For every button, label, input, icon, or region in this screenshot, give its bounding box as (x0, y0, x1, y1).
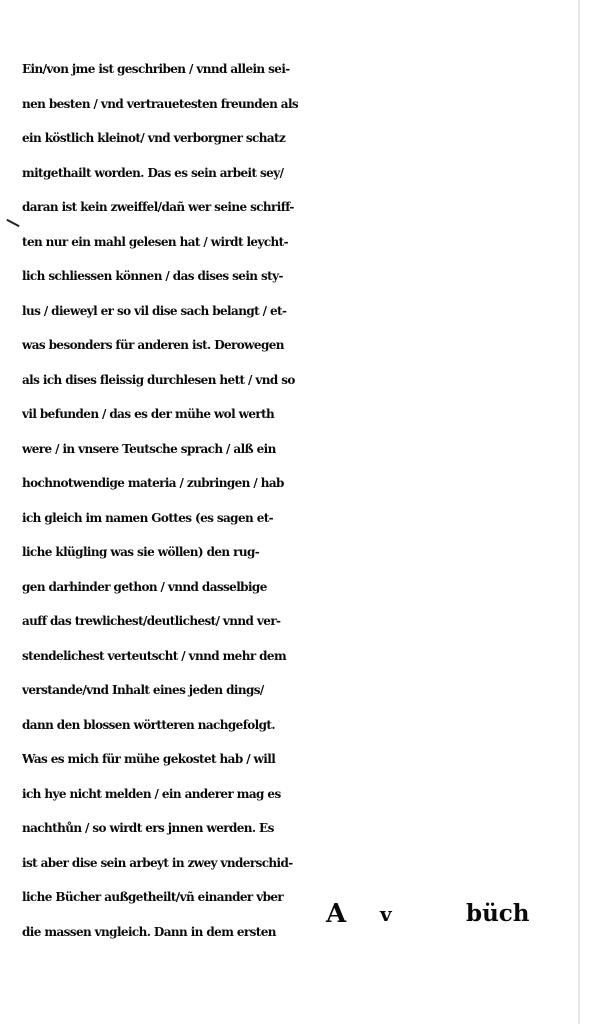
text-line: lus / dieweyl er so vil dise sach belangt / et- (22, 303, 287, 318)
body-text (22, 52, 532, 949)
text-line: liche Bücher außgetheilt/vñ einander vber (22, 890, 284, 904)
text-line: nen besten / vnd vertrauetesten freunden als (22, 96, 299, 111)
catchword: büch (466, 900, 530, 927)
text-line: mitgethailt worden. Das es sein arbeit sey/ (22, 165, 284, 180)
text-line: was besonders für anderen ist. Derowegen (22, 338, 284, 352)
text-line: dann den blossen wörtteren nachgefolgt. (22, 717, 275, 732)
signature-mark-letter: A (326, 899, 347, 929)
text-line: auff das trewlichest/deutlichest/ vnnd ver- (22, 614, 281, 628)
page-edge-shadow (578, 0, 580, 1024)
text-line: lich schliessen können / das dises sein sty- (22, 269, 283, 283)
text-line: die massen vngleich. Dann in dem ersten (22, 924, 276, 939)
text-line: ich hye nicht melden / ein anderer mag es (22, 786, 281, 801)
text-line: were / in vnsere Teutsche sprach / alß ein (22, 441, 276, 456)
text-line: als ich dises fleissig durchlesen hett / vnd so (22, 372, 295, 387)
text-line: Ein/von jme ist geschriben / vnnd allein sei- (22, 62, 290, 76)
margin-mark (6, 219, 19, 227)
text-line: ist aber dise sein arbeyt in zwey vnderschid- (22, 855, 293, 870)
text-line: gen darhinder gethon / vnnd dasselbige (22, 579, 267, 594)
text-line: ein köstlich kleinot/ vnd verborgner schatz (22, 131, 286, 145)
text-line: ten nur ein mahl gelesen hat / wirdt leycht- (22, 234, 288, 249)
text-line: Was es mich für mühe gekostet hab / will (22, 752, 276, 766)
text-line: stendelichest verteutscht / vnnd mehr dem (22, 648, 287, 663)
text-line: nachthůn / so wirdt ers jnnen werden. Es (22, 821, 274, 835)
signature-mark-number: v (380, 902, 392, 926)
text-line: verstande/vnd Inhalt eines jeden dings/ (22, 683, 264, 697)
text-line: hochnotwendige materia / zubringen / hab (22, 476, 284, 490)
text-line: vil befunden / das es der mühe wol werth (22, 407, 275, 421)
text-line: daran ist kein zweiffel/dañ wer seine schriff- (22, 200, 294, 214)
text-line: ich gleich im namen Gottes (es sagen et- (22, 510, 274, 525)
text-line: liche klügling was sie wöllen) den rug- (22, 545, 260, 559)
